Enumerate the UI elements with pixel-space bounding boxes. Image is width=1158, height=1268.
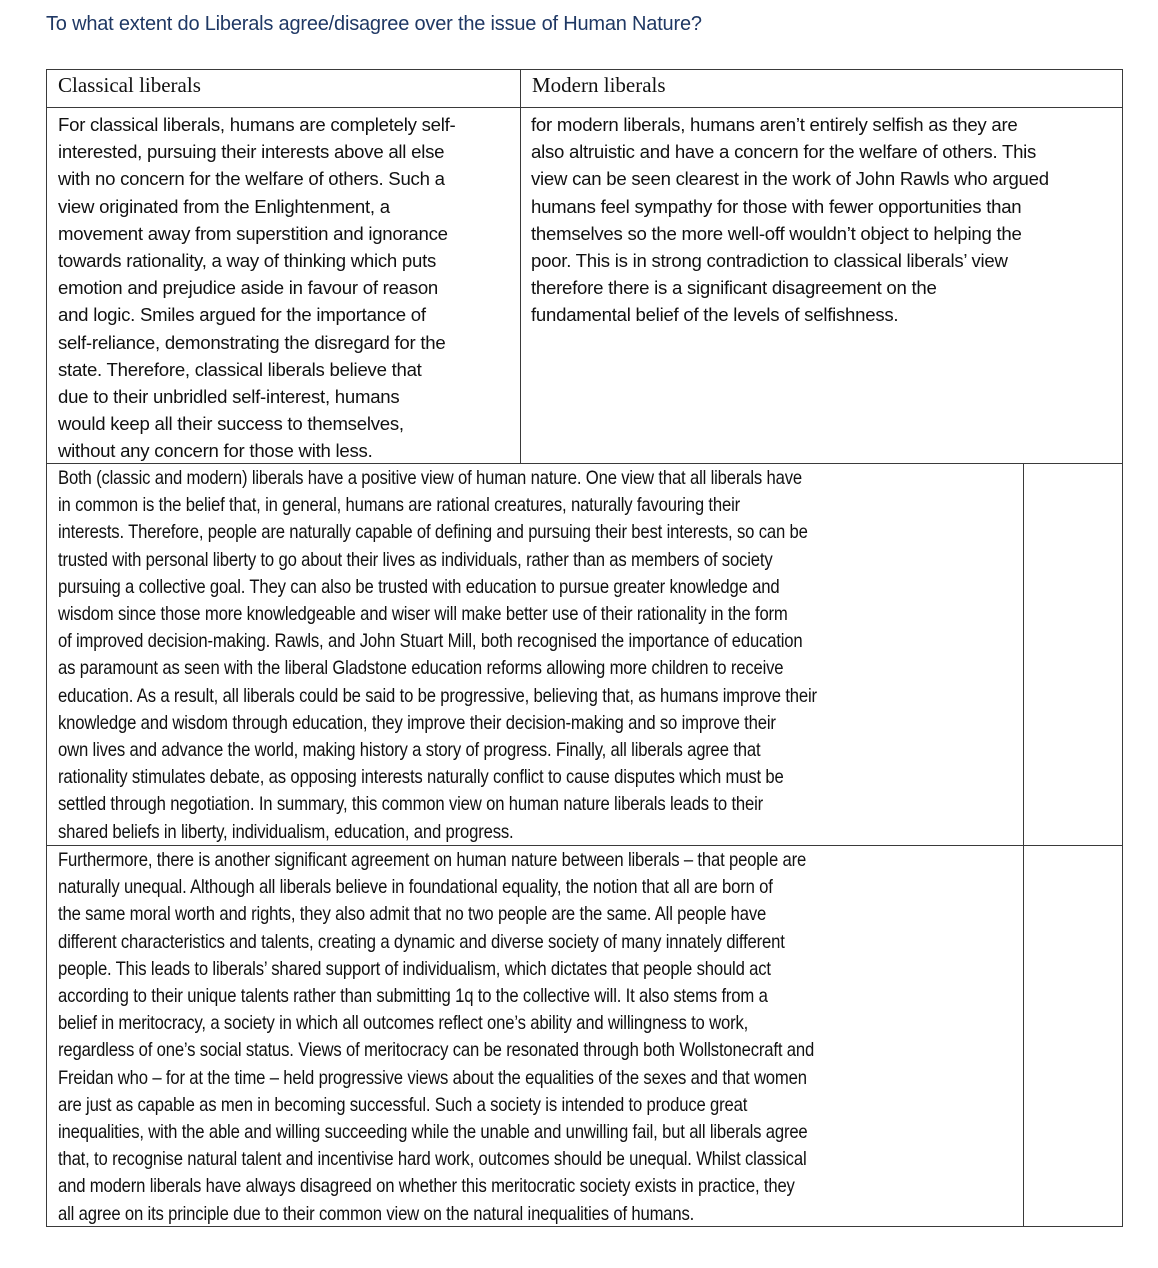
text-line: due to their unbridled self-interest, humans bbox=[58, 386, 400, 408]
text-line: own lives and advance the world, making history a story of progress. Finally, all liberals agree that bbox=[58, 739, 761, 762]
text-line: are just as capable as men in becoming successful. Such a society is intended to produce great bbox=[58, 1093, 748, 1116]
text-line: different characteristics and talents, creating a dynamic and diverse society of many innately different bbox=[58, 930, 785, 953]
text-line: Furthermore, there is another significant agreement on human nature between liberals – that people are bbox=[58, 849, 807, 871]
text-line: fundamental belief of the levels of selfishness. bbox=[531, 304, 899, 326]
text-line: state. Therefore, classical liberals believe that bbox=[58, 358, 422, 380]
text-line: therefore there is a significant disagreement on the bbox=[531, 277, 937, 299]
text-line: as paramount as seen with the liberal Gladstone education reforms allowing more children to receive bbox=[58, 657, 784, 680]
text-line: for modern liberals, humans aren’t entirely selfish as they are bbox=[531, 114, 1018, 135]
table-row-agreement-inequality bbox=[47, 845, 1122, 1226]
text-line: emotion and prejudice aside in favour of reason bbox=[58, 277, 438, 299]
cell-modern-view bbox=[521, 108, 1122, 463]
modern-view-text bbox=[531, 111, 1118, 329]
agreement-inequality-text bbox=[58, 847, 1024, 1226]
agreement-rationality-text bbox=[58, 465, 1024, 845]
classical-view-text bbox=[58, 111, 516, 465]
text-line: regardless of one’s social status. Views of meritocracy can be resonated through both Wollstonecraft and bbox=[58, 1039, 815, 1062]
text-line: people. This leads to liberals’ shared support of individualism, which dictates that people should act bbox=[58, 957, 771, 980]
cell-agreement-rationality bbox=[47, 464, 1024, 845]
text-line: the same moral worth and rights, they also admit that no two people are the same. All people have bbox=[58, 903, 767, 926]
text-line: in common is the belief that, in general, humans are rational creatures, naturally favouring their bbox=[58, 494, 741, 517]
text-line: view can be seen clearest in the work of John Rawls who argued bbox=[531, 168, 1049, 190]
text-line: shared beliefs in liberty, individualism, education, and progress. bbox=[58, 820, 514, 843]
text-line: would keep all their success to themselves, bbox=[58, 413, 404, 435]
text-line: knowledge and wisdom through education, they improve their decision-making and so improve their bbox=[58, 711, 776, 734]
text-line: poor. This is in strong contradiction to classical liberals’ view bbox=[531, 250, 1008, 272]
text-line: of improved decision-making. Rawls, and John Stuart Mill, both recognised the importance of education bbox=[58, 630, 803, 653]
text-line: humans feel sympathy for those with fewer opportunities than bbox=[531, 195, 1022, 217]
text-line: naturally unequal. Although all liberals believe in foundational equality, the notion that all are born of bbox=[58, 876, 773, 899]
text-line: interested, pursuing their interests above all else bbox=[58, 141, 445, 163]
cell-agreement-inequality bbox=[47, 846, 1024, 1226]
text-line: Both (classic and modern) liberals have a positive view of human nature. One view that all liberals have bbox=[58, 467, 802, 489]
text-line: education. As a result, all liberals could be said to be progressive, believing that, as humans improve their bbox=[58, 684, 817, 707]
text-line: that, to recognise natural talent and incentivise hard work, outcomes should be unequal. Whilst classical bbox=[58, 1148, 807, 1171]
text-line: towards rationality, a way of thinking which puts bbox=[58, 250, 437, 272]
table-row-agreement-rationality bbox=[47, 463, 1122, 845]
text-line: trusted with personal liberty to go about their lives as individuals, rather than as members of society bbox=[58, 548, 773, 571]
cell-classical-view bbox=[47, 108, 521, 463]
text-line: with no concern for the welfare of others. Such a bbox=[58, 168, 445, 190]
text-line: movement away from superstition and ignorance bbox=[58, 222, 448, 244]
text-line: interests. Therefore, people are naturally capable of defining and pursuing their best interests, so can be bbox=[58, 521, 808, 544]
text-line: self-reliance, demonstrating the disregard for the bbox=[58, 331, 446, 353]
table-header-row bbox=[47, 70, 1122, 107]
text-line: Freidan who – for at the time – held progressive views about the equalities of the sexes and that women bbox=[58, 1066, 807, 1089]
header-classical-liberals: Classical liberals bbox=[47, 70, 521, 107]
cell-empty bbox=[1024, 464, 1122, 845]
text-line: also altruistic and have a concern for the welfare of others. This bbox=[531, 141, 1037, 163]
header-modern-liberals: Modern liberals bbox=[532, 73, 666, 97]
text-line: wisdom since those more knowledgeable and wiser will make better use of their rationality in the form bbox=[58, 603, 788, 626]
text-line: according to their unique talents rather than submitting 1q to the collective will. It also stems from a bbox=[58, 985, 768, 1008]
text-line: pursuing a collective goal. They can also be trusted with education to pursue greater knowledge and bbox=[58, 575, 780, 598]
text-line: themselves so the more well-off wouldn’t object to helping the bbox=[531, 222, 1022, 244]
text-line: inequalities, with the able and willing succeeding while the unable and unwilling fail, but all liberals agree bbox=[58, 1121, 808, 1144]
text-line: rationality stimulates debate, as opposing interests naturally conflict to cause disputes which must be bbox=[58, 766, 784, 789]
text-line: view originated from the Enlightenment, a bbox=[58, 195, 390, 217]
text-line: For classical liberals, humans are completely self- bbox=[58, 114, 456, 135]
text-line: without any concern for those with less. bbox=[58, 440, 373, 462]
table-row-disagreement bbox=[47, 107, 1122, 463]
text-line: all agree on its principle due to their common view on the natural inequalities of humans. bbox=[58, 1202, 695, 1225]
comparison-table bbox=[46, 69, 1123, 1227]
cell-empty bbox=[1024, 846, 1122, 1226]
text-line: settled through negotiation. In summary, this common view on human nature liberals leads to their bbox=[58, 793, 764, 816]
text-line: and modern liberals have always disagreed on whether this meritocratic society exists in practice, they bbox=[58, 1175, 795, 1198]
document-title: To what extent do Liberals agree/disagree over the issue of Human Nature? bbox=[46, 13, 702, 35]
text-line: belief in meritocracy, a society in which all outcomes reflect one’s ability and willingness to work, bbox=[58, 1012, 749, 1035]
text-line: and logic. Smiles argued for the importance of bbox=[58, 304, 426, 326]
